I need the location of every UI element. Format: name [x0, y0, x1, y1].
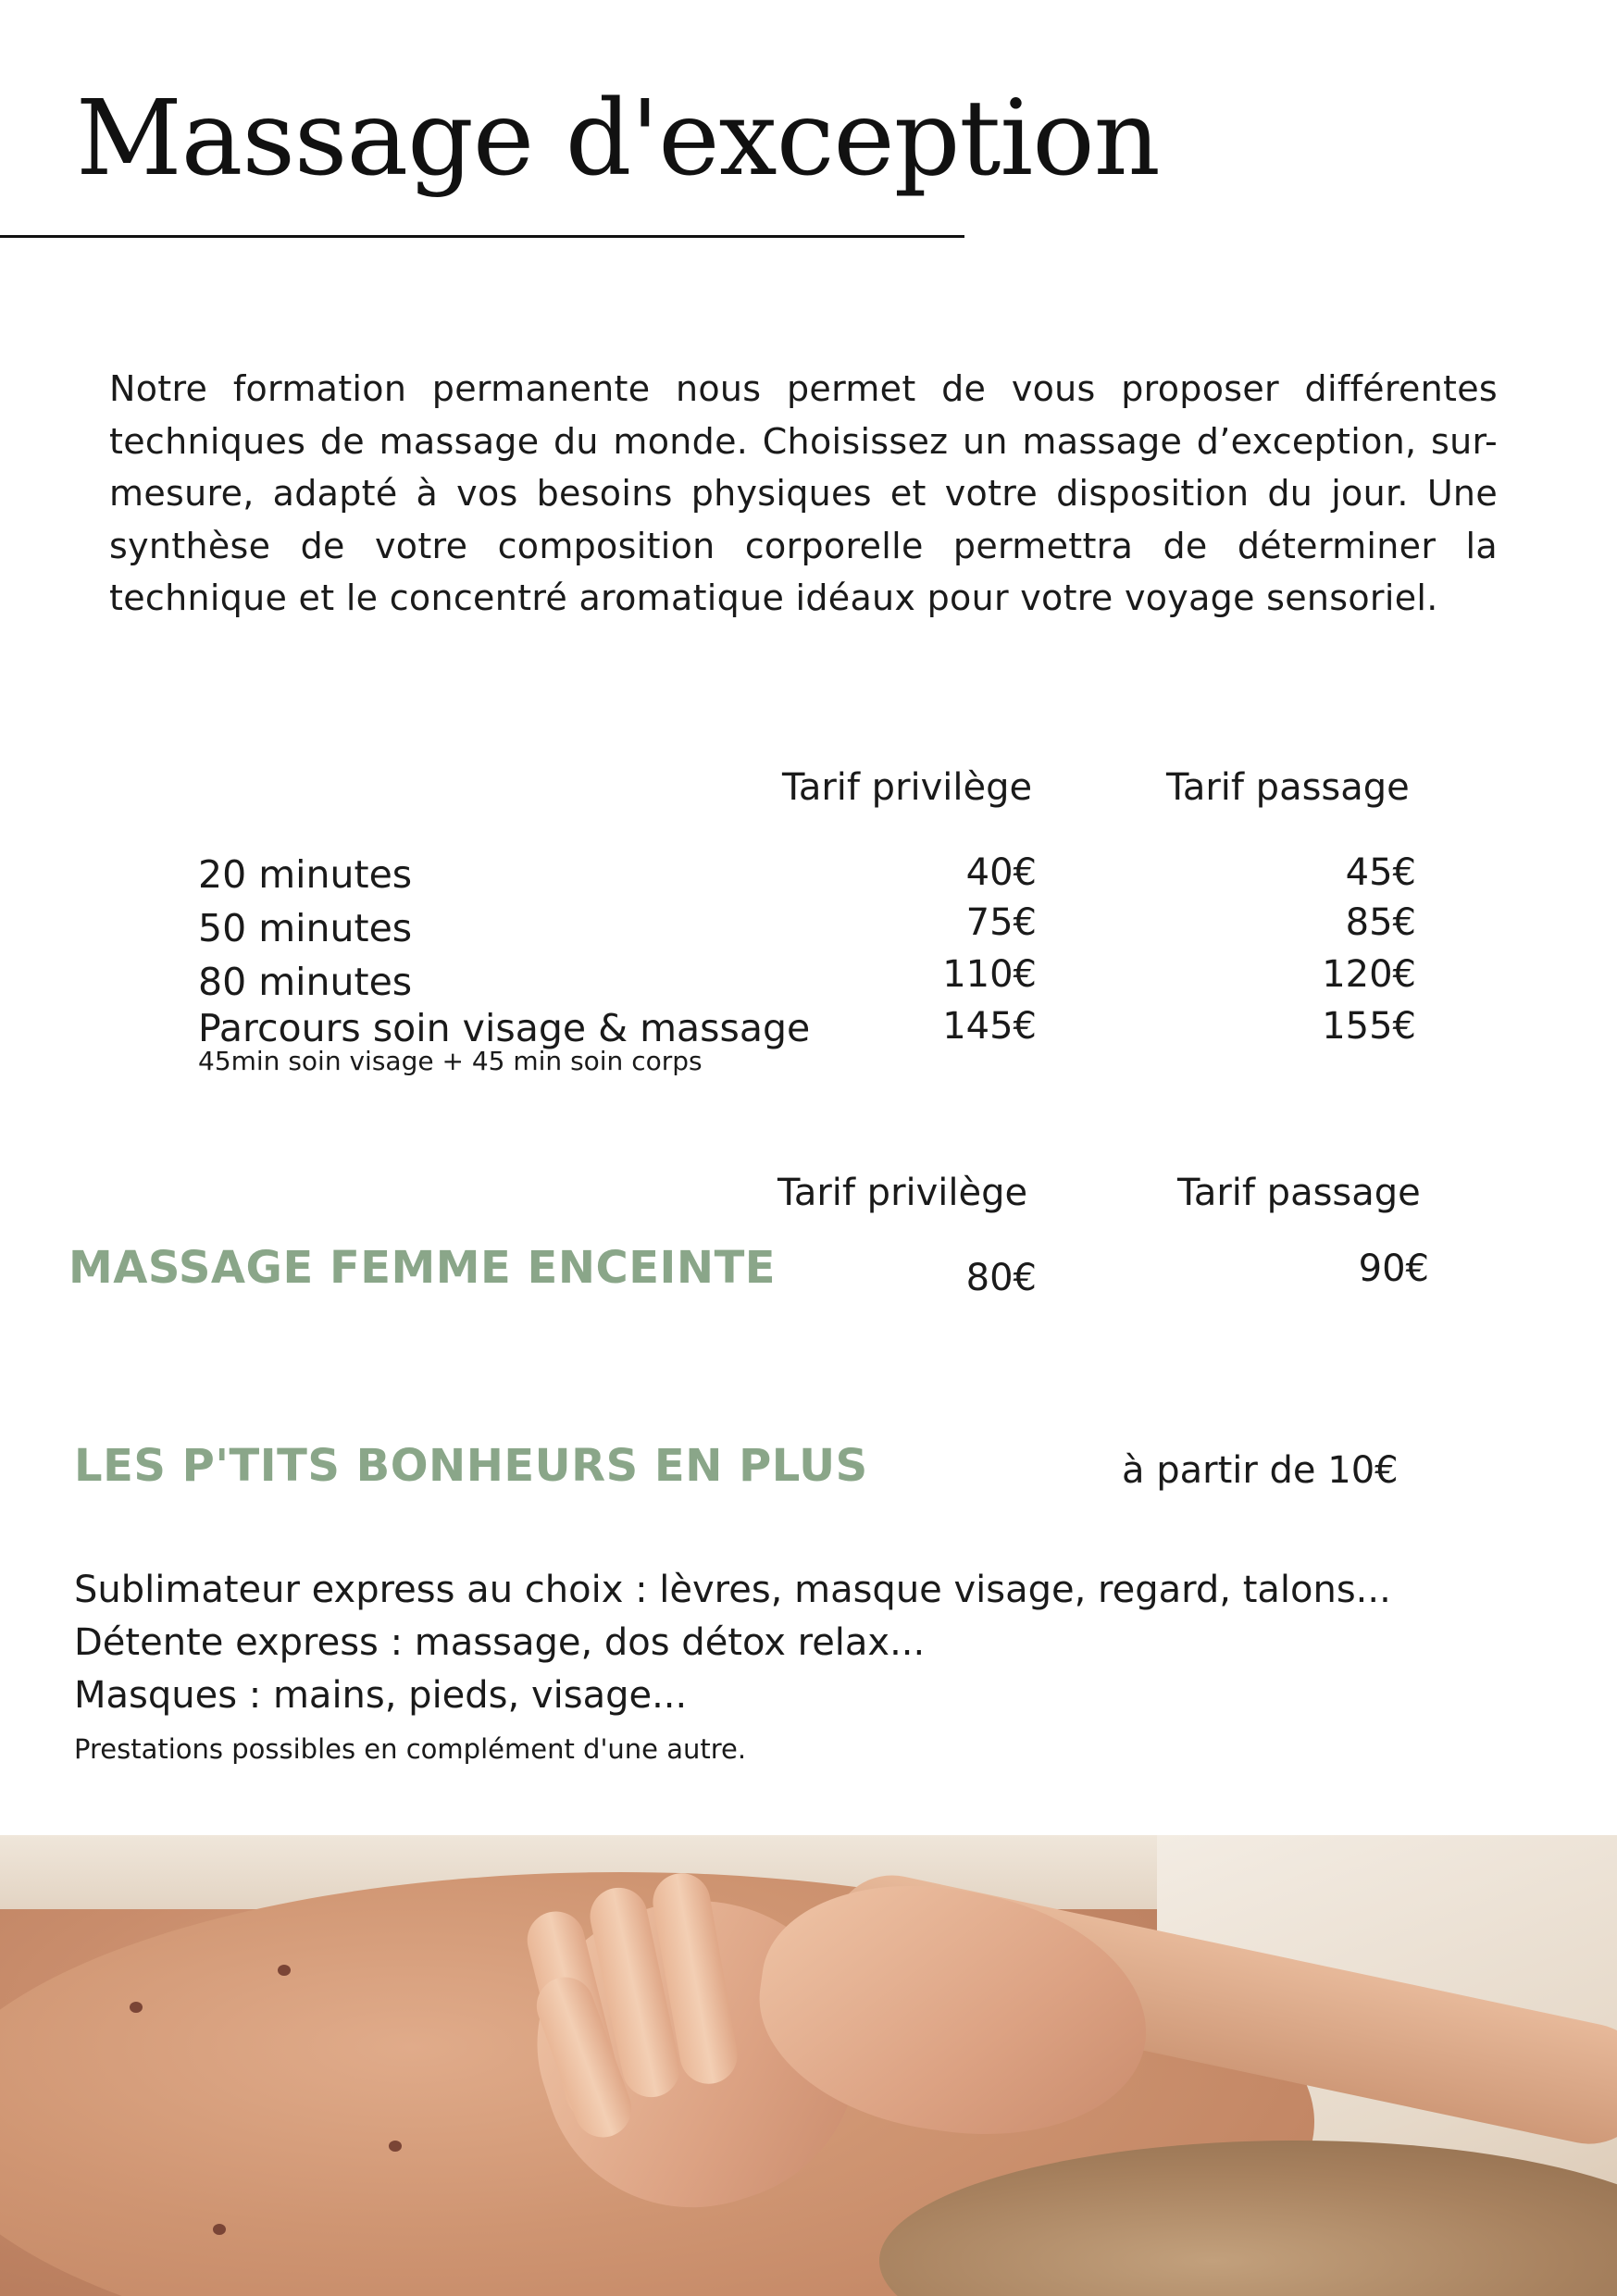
- price-privilege-20min: 40€: [965, 851, 1037, 894]
- photo-skin-mark: [213, 2224, 226, 2235]
- header-tarif-passage: Tarif passage: [1166, 766, 1410, 809]
- row-label-80min: 80 minutes: [198, 960, 413, 1004]
- photo-skin-mark: [389, 2141, 402, 2152]
- price-passage-80min: 120€: [1322, 953, 1416, 996]
- intro-paragraph: Notre formation permanente nous permet de vous proposer différentes techniques de massage du monde. Choisissez un massage d’exception, sur-mesure, adapté à vos besoins physiques et votre disposition du jour. Une synthèse de votre composition corporelle permettra de déterminer la technique et le concentré aromatique idéaux pour votre voyage sensoriel.: [109, 368, 1498, 618]
- header-tarif-privilege-2: Tarif privilège: [777, 1172, 1028, 1214]
- extras-note: Prestations possibles en complément d'une autre.: [74, 1733, 747, 1765]
- extras-price: à partir de 10€: [1122, 1449, 1399, 1492]
- extras-list: [74, 1564, 1391, 1722]
- row-sub-parcours: 45min soin visage + 45 min soin corps: [198, 1046, 703, 1076]
- header-tarif-passage-2: Tarif passage: [1177, 1172, 1421, 1214]
- photo-skin-mark: [278, 1965, 291, 1976]
- extras-item-detente: Détente express : massage, dos détox relax...: [74, 1621, 926, 1664]
- extras-item-masques: Masques : mains, pieds, visage...: [74, 1674, 688, 1717]
- price-privilege-80min: 110€: [942, 953, 1037, 996]
- price-passage-pregnancy: 90€: [1358, 1247, 1429, 1290]
- price-passage-20min: 45€: [1345, 851, 1416, 894]
- row-label-50min: 50 minutes: [198, 906, 413, 950]
- extras-item-sublimateur: Sublimateur express au choix : lèvres, masque visage, regard, talons...: [74, 1569, 1391, 1611]
- page-title: Massage d'exception: [76, 79, 1160, 199]
- pregnancy-title: MASSAGE FEMME ENCEINTE: [68, 1242, 777, 1294]
- price-passage-50min: 85€: [1345, 901, 1416, 944]
- price-passage-parcours: 155€: [1322, 1005, 1416, 1048]
- price-privilege-50min: 75€: [965, 901, 1037, 944]
- extras-title: LES P'TITS BONHEURS EN PLUS: [74, 1440, 868, 1492]
- row-label-20min: 20 minutes: [198, 852, 413, 897]
- photo-skin-mark: [130, 2002, 143, 2013]
- header-tarif-privilege: Tarif privilège: [782, 766, 1033, 809]
- price-privilege-pregnancy: 80€: [965, 1257, 1037, 1299]
- price-privilege-parcours: 145€: [942, 1005, 1037, 1048]
- title-divider: [0, 235, 964, 238]
- row-label-parcours: Parcours soin visage & massage: [198, 1006, 811, 1050]
- massage-photo: [0, 1835, 1617, 2296]
